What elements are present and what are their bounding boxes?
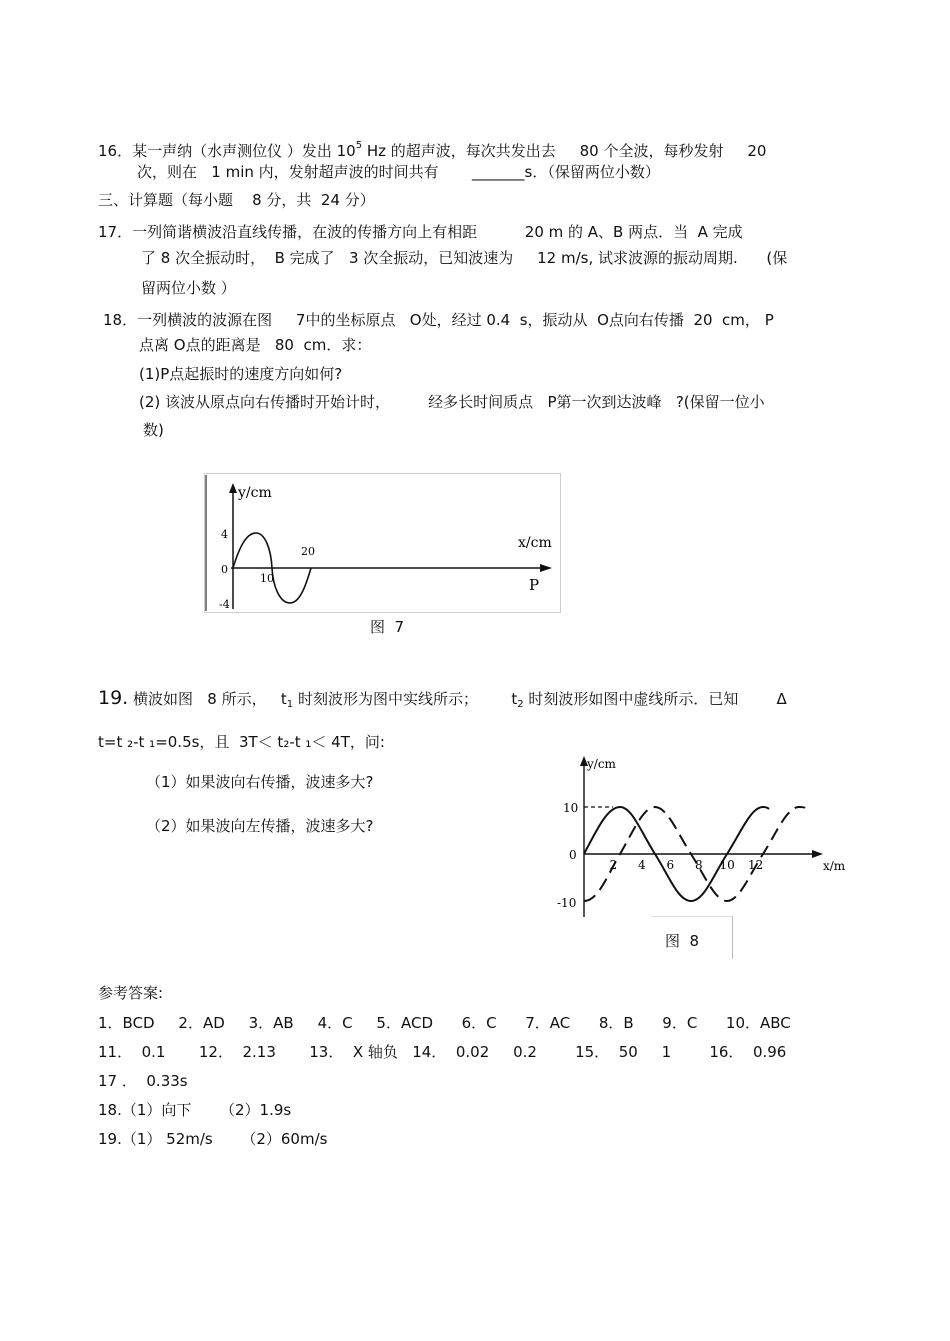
answers-line1: 1．BCD 2．AD 3．AB 4．C 5．ACD 6．C 7．AC 8．B 9．C 10．ABC <box>98 1014 791 1032</box>
fig7-y-arrow-icon <box>229 483 237 493</box>
fig8-tick-y-m10: -10 <box>557 896 577 910</box>
q17-line3: 留两位小数 ） <box>141 279 236 297</box>
fig8-xlabel: x/m <box>823 859 846 873</box>
fig8-tick-y-10: 10 <box>563 801 579 815</box>
fig7-xlabel: x/cm <box>518 535 552 551</box>
section-3-heading: 三、计算题（每小题 8 分，共 24 分） <box>98 191 375 209</box>
answers-line4: 18.（1）向下 （2）1.9s <box>98 1101 292 1119</box>
fig8-tick-x: 2 <box>609 858 618 872</box>
q18-line2: 点离 O点的距离是 80 cm．求： <box>139 336 372 354</box>
q19-line1-c: 时刻波形如图中虚线所示．已知 Δ <box>523 690 787 708</box>
figure-7 <box>204 473 562 613</box>
q18-line1: 18．一列横波的波源在图 7中的坐标原点 O处，经过 0.4 s，振动从 O点向右传播 20 cm， P <box>103 311 774 329</box>
answers-title: 参考答案: <box>98 984 164 1002</box>
fig7-ylabel: y/cm <box>238 485 272 501</box>
q19-line1-a: 横波如图 8 所示， t <box>128 690 287 708</box>
fig7-tick-x-20: 20 <box>301 545 315 558</box>
answers-line3: 17 ． 0.33s <box>98 1072 188 1090</box>
fig7-tick-y-top: 4 <box>221 528 228 541</box>
q16-line1-b: Hz 的超声波，每次共发出去 80 个全波，每秒发射 20 <box>362 142 767 160</box>
q19-line1-b: 时刻波形为图中实线所示； t <box>293 690 518 708</box>
q19-line3: （1）如果波向右传播，波速多大? <box>146 773 374 791</box>
fig8-x-ticks <box>610 858 764 872</box>
q16-line1 <box>98 136 766 161</box>
fig8-tick-x: 12 <box>748 858 764 872</box>
fig8-tick-x: 4 <box>638 858 646 872</box>
fig8-tick-y-0: 0 <box>569 848 577 862</box>
q19-line4: （2）如果波向左传播，波速多大? <box>146 817 374 835</box>
fig7-point-p: P <box>529 576 540 594</box>
q16-line1-a: 16．某一声纳（水声测位仪 ）发出 10 <box>98 142 356 160</box>
fig8-tick-x: 10 <box>719 858 735 872</box>
fig7-caption: 图 7 <box>370 618 405 636</box>
q19-t2-sub: 2 <box>517 699 524 710</box>
figure-8 <box>553 752 853 922</box>
fig7-tick-y-zero: 0 <box>221 563 228 576</box>
q19-line2: t=t ₂-t ₁=0.5s，且 3T＜ t₂-t ₁＜ 4T，问: <box>98 733 385 751</box>
q16-exponent: 5 <box>355 140 363 151</box>
fig7-x-arrow-icon <box>540 564 552 572</box>
fig7-tick-x-10: 10 <box>260 572 274 585</box>
q18-line4: (2) 该波从原点向右传播时开始计时， 经多长时间质点 P第一次到达波峰 ?(保留一位小 <box>139 393 765 411</box>
fig8-caption: 图 8 <box>665 932 700 950</box>
q18-line3: (1)P点起振时的速度方向如何? <box>139 365 343 383</box>
fig8-x-arrow-icon <box>812 850 823 858</box>
q16-line2: 次，则在 1 min 内，发射超声波的时间共有 _______s．（保留两位小数） <box>137 163 660 181</box>
fig8-tick-x: 6 <box>666 858 675 872</box>
q19-t1-sub: 1 <box>286 699 294 710</box>
q17-line1: 17．一列简谐横波沿直线传播，在波的传播方向上有相距 20 m 的 A、B 两点．当 A 完成 <box>98 223 743 241</box>
answers-line2: 11． 0.1 12． 2.13 13． X 轴负 14． 0.02 0.2 15． 50 1 16． 0.96 <box>98 1043 787 1061</box>
answers-line5: 19.（1） 52m/s （2）60m/s <box>98 1130 328 1148</box>
fig8-ylabel: y/cm <box>587 757 616 771</box>
q18-line5: 数) <box>143 421 164 439</box>
q19-number: 19. <box>98 687 129 709</box>
fig8-tick-x: 8 <box>695 858 703 872</box>
fig7-tick-y-bottom: -4 <box>219 598 230 611</box>
q19-line1 <box>98 688 787 715</box>
q17-line2: 了 8 次全振动时， B 完成了 3 次全振动，已知波速为 12 m/s, 试求波源的振动周期. (保 <box>141 249 788 267</box>
